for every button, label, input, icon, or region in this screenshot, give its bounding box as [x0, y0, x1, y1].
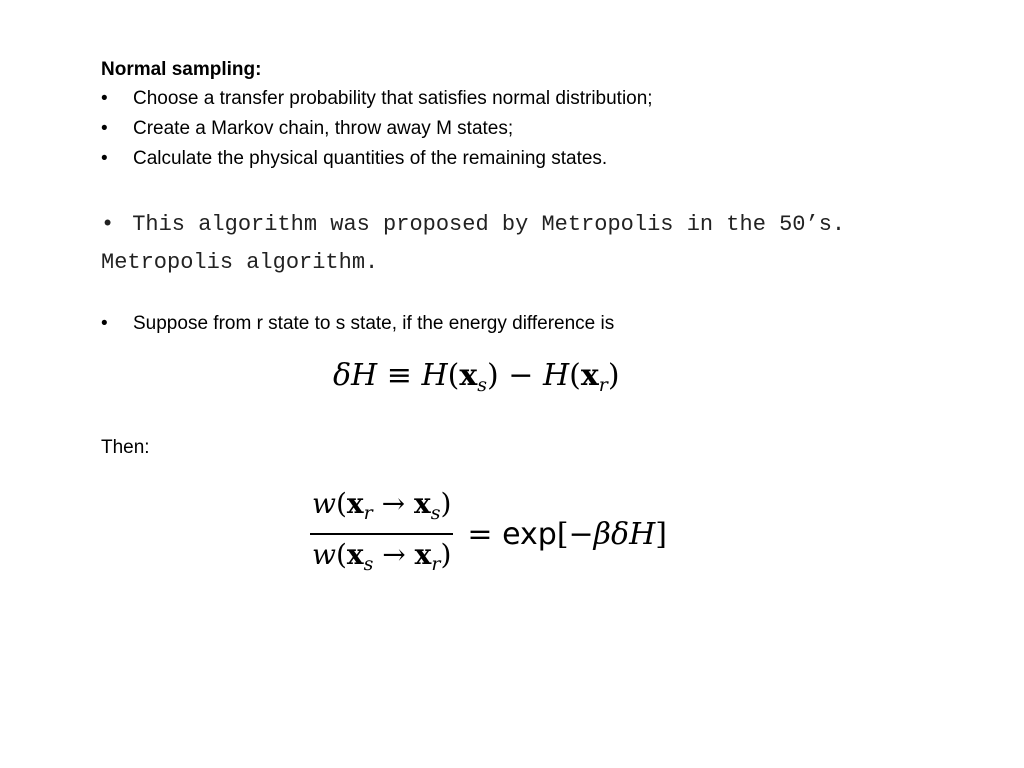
- suppose-text: Suppose from r state to s state, if the energy difference is: [133, 313, 615, 334]
- bullet-text: Create a Markov chain, throw away M states;: [133, 118, 514, 139]
- bullet-icon: •: [101, 148, 108, 169]
- eq2-sub-r: r: [431, 553, 441, 575]
- bullet-icon: •: [101, 118, 108, 139]
- eq2-rhs: [467, 517, 667, 552]
- eq2-paren: (: [335, 487, 347, 520]
- eq2-beta: β: [593, 516, 612, 552]
- detailed-balance-equation: [310, 484, 667, 584]
- eq2-numerator: [310, 484, 453, 533]
- bullet-icon: •: [101, 313, 108, 334]
- eq2-w: w: [312, 487, 336, 520]
- eq2-x: x: [346, 487, 364, 520]
- bullet-text: Calculate the physical quantities of the remaining states.: [133, 148, 608, 169]
- metropolis-line-2: Metropolis algorithm.: [101, 250, 379, 275]
- eq2-minus: −: [568, 516, 594, 552]
- eq1-paren: ): [607, 358, 620, 393]
- eq1-x: x: [580, 358, 599, 393]
- list-item: [101, 86, 653, 116]
- eq2-paren: ): [440, 538, 452, 571]
- eq2-exp: exp: [502, 516, 557, 552]
- eq2-x: x: [346, 538, 364, 571]
- eq2-x: x: [413, 487, 431, 520]
- eq2-paren: ): [440, 487, 452, 520]
- list-item: [101, 116, 653, 146]
- bullet-icon: •: [101, 212, 115, 237]
- eq2-sub-s: s: [363, 553, 374, 575]
- metropolis-text: This algorithm was proposed by Metropolis in the 50’s.: [132, 212, 846, 237]
- section-heading: Normal sampling:: [101, 59, 262, 80]
- eq2-equals: =: [467, 516, 493, 552]
- eq1-paren: (: [569, 358, 581, 393]
- energy-difference-equation: [333, 356, 620, 405]
- eq2-w: w: [312, 538, 336, 571]
- eq2-bracket: ]: [655, 516, 667, 552]
- eq2-fraction: [310, 484, 453, 584]
- metropolis-note: [101, 206, 845, 282]
- eq2-x: x: [414, 538, 432, 571]
- eq2-denominator: [310, 535, 453, 584]
- eq2-sub-s: s: [430, 502, 441, 524]
- list-item: [101, 146, 653, 176]
- eq1-equiv: ≡: [386, 358, 412, 393]
- bullet-text: Choose a transfer probability that satisfies normal distribution;: [133, 88, 653, 109]
- eq1-x: x: [459, 358, 478, 393]
- eq1-paren: ): [487, 358, 499, 393]
- bullet-icon: •: [101, 88, 108, 109]
- eq1-sub-r: r: [598, 374, 608, 396]
- eq1-lhs: δH: [333, 358, 378, 393]
- eq1-H: H: [421, 358, 448, 393]
- bullet-list: [101, 86, 653, 176]
- eq1-paren: (: [447, 358, 460, 393]
- eq1-sub-s: s: [477, 374, 488, 396]
- eq2-arrow: →: [382, 538, 406, 571]
- metropolis-line-1: [101, 206, 845, 244]
- eq2-H: H: [629, 516, 656, 552]
- eq2-delta: δ: [611, 516, 630, 552]
- eq1-H: H: [542, 358, 570, 393]
- then-label: Then:: [101, 437, 150, 458]
- eq2-paren: (: [335, 538, 347, 571]
- eq2-arrow: →: [381, 487, 406, 520]
- suppose-item: [101, 311, 614, 337]
- eq1-minus: −: [508, 358, 534, 393]
- eq2-bracket: [: [556, 516, 569, 552]
- eq2-sub-r: r: [363, 502, 373, 524]
